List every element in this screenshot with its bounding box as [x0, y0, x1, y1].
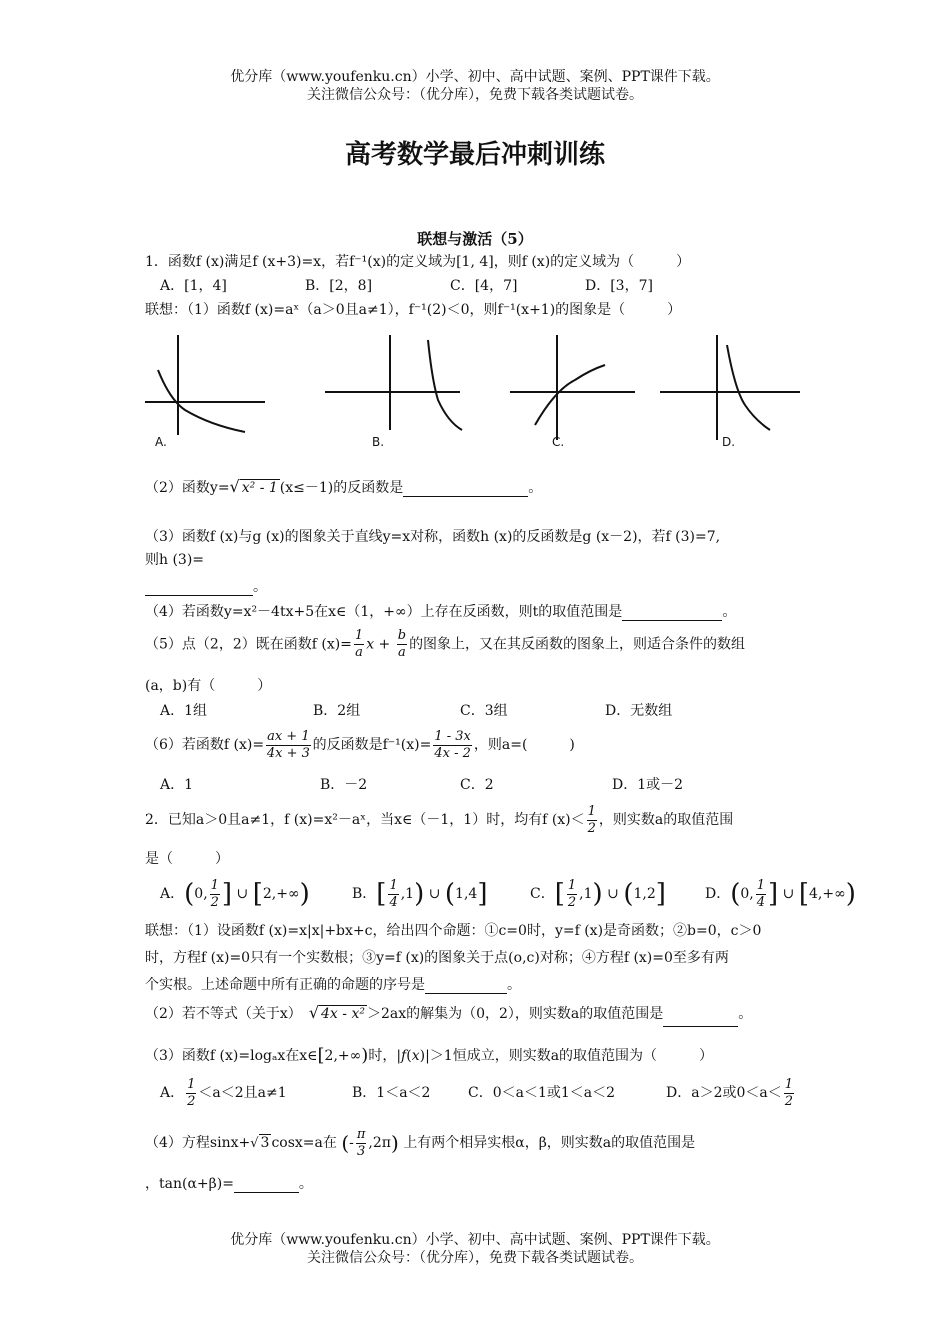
q2-association-4b: ，tan(α+β)= 。 — [145, 1176, 313, 1192]
q2-option-b: B．[ $\frac{1}{4}$ ,1) ∪ (1,4] — [352, 877, 488, 910]
q1-6-option-c: C．2 — [460, 777, 494, 793]
q2-option-c: C．[ $\frac{1}{2}$ ,1) ∪ (1,2] — [530, 877, 666, 910]
q1-association-3: （3）函数f (x)与g (x)的图象关于直线y=x对称，函数h (x)的反函数是g (x－2)，若f (3)=7, — [145, 529, 721, 545]
q1-option-a: A．[1，4] — [160, 278, 227, 294]
q1-association-3c: 。 — [145, 578, 267, 596]
q1-option-b: B．[2，8] — [305, 278, 373, 294]
q1-association-3b: 则h (3)= — [145, 552, 205, 568]
header-line-2: 关注微信公众号：（优分库），免费下载各类试题试卷。 — [307, 87, 643, 103]
graph-d-curve — [727, 345, 770, 430]
graph-a-label: A. — [155, 435, 167, 449]
fraction-ax-plus-1: $\frac{ax + 1}{4x + 3}$ — [266, 728, 310, 761]
root-4x-minus-x2: 4x - x² — [321, 1006, 365, 1022]
q1-association-1: 联想：（1）函数f (x)=aˣ（a＞0且a≠1），f⁻¹(2)＜0，则f⁻¹(x+1)的图象是（ ） — [145, 302, 682, 318]
fraction-1-minus-3x: $\frac{1 - 3x}{4x - 2}$ — [434, 728, 471, 761]
section-subtitle: 联想与激活（5） — [417, 230, 533, 248]
q1-6-option-a: A．1 — [160, 777, 194, 793]
answer-blank — [425, 993, 507, 994]
graph-d-label: D. — [722, 435, 736, 449]
q1-6-option-b: B．－2 — [320, 777, 368, 793]
header-line-1: 优分库（www.youfenku.cn）小学、初中、高中试题、案例、PPT课件下载。 — [230, 69, 720, 85]
q1-association-5: （5）点（2，2）既在函数f (x)= $\frac{1}{a}$ x + $\frac{b}{a}$ 的图象上，又在其反函数的图象上，则适合条件的数组 — [145, 628, 746, 660]
fraction-b-over-a: $\frac{b}{a}$ — [397, 628, 407, 660]
q2-3-option-d: D．a＞2或0＜a＜ $\frac{1}{2}$ — [666, 1076, 794, 1109]
answer-blank — [145, 595, 253, 596]
q1-5-option-b: B．2组 — [313, 703, 361, 719]
q1-association-4: （4）若函数y=x²－4tx+5在x∈（1，+∞）上存在反函数，则t的取值范围是 。 — [145, 604, 737, 620]
q2-3-option-a: A． $\frac{1}{2}$ ＜a＜2且a≠1 — [160, 1076, 287, 1109]
q2-option-a: A．(0, $\frac{1}{2}$ ] ∪ [2,+∞) — [160, 877, 310, 910]
fraction-1-over-a: $\frac{1}{a}$ — [354, 628, 364, 660]
answer-blank — [234, 1192, 299, 1193]
graph-c-curve — [535, 365, 605, 425]
footer-line-2: 关注微信公众号：（优分库），免费下载各类试题试卷。 — [307, 1250, 643, 1266]
graph-b-label: B. — [372, 435, 385, 449]
graph-c — [505, 330, 645, 460]
q1-5-option-d: D．无数组 — [605, 703, 673, 719]
answer-blank — [403, 496, 528, 497]
q2-association-4: （4）方程sinx+√ 3 cosx=a在 (- $\frac{\pi}{3}$ ,2π) 上有两个相异实根α，β，则实数a的取值范围是 — [145, 1126, 696, 1159]
root-x2-minus-1: x² - 1 — [241, 480, 278, 496]
fraction-one-half: $\frac{1}{2}$ — [587, 803, 596, 836]
footer-line-1: 优分库（www.youfenku.cn）小学、初中、高中试题、案例、PPT课件下载。 — [230, 1232, 720, 1248]
q1-5-option-c: C．3组 — [460, 703, 508, 719]
q1-5-option-a: A．1组 — [160, 703, 208, 719]
q1-option-c: C．[4，7] — [450, 278, 518, 294]
page-title: 高考数学最后冲刺训练 — [344, 140, 605, 170]
q2-stem: 2．已知a＞0且a≠1，f (x)=x²－aˣ，当x∈（－1，1）时，均有f (x)＜ $\frac{1}{2}$ ，则实数a的取值范围 — [145, 803, 734, 836]
q2-association-1c: 个实根。上述命题中所有正确的命题的序号是 。 — [145, 977, 521, 993]
graph-b — [320, 330, 470, 460]
graph-c-label: C. — [552, 435, 565, 449]
answer-blank — [622, 620, 722, 621]
q1-association-5b: (a，b)有（ ） — [145, 678, 272, 694]
q2-3-option-b: B．1＜a＜2 — [352, 1085, 431, 1101]
q2-association-1b: 时，方程f (x)=0只有一个实数根；③y=f (x)的图象关于点(o,c)对称；④方程f (x)=0至多有两 — [145, 950, 729, 966]
q1-6-option-d: D．1或－2 — [612, 777, 684, 793]
q2-stem-b: 是（ ） — [145, 851, 229, 867]
answer-blank — [663, 1026, 738, 1027]
q1-option-d: D．[3，7] — [585, 278, 653, 294]
q1-stem: 1．函数f (x)满足f (x+3)=x，若f⁻¹(x)的定义域为[1, 4]，则f (x)的定义域为（ ） — [145, 254, 691, 270]
q2-3-option-c: C．0＜a＜1或1＜a＜2 — [468, 1085, 616, 1101]
graph-b-curve — [428, 340, 462, 430]
q1-association-6: （6）若函数f (x)= $\frac{ax + 1}{4x + 3}$ 的反函数是f⁻¹(x)= $\frac{1 - 3x}{4x - 2}$ ，则a=( ) — [145, 728, 575, 761]
q2-option-d: D．(0, $\frac{1}{4}$ ] ∪ [4,+∞) — [705, 877, 856, 910]
q2-association-3: （3）函数f (x)=logₐx在x∈[2,+∞)时，|f(x)|＞1恒成立，则实数a的取值范围为（ ） — [145, 1045, 714, 1066]
q2-association-1: 联想：（1）设函数f (x)=x|x|+bx+c，给出四个命题：①c=0时，y=f (x)是奇函数；②b=0，c＞0 — [145, 923, 762, 939]
q1-association-2: （2）函数y=√ x² - 1 (x≤－1)的反函数是 。 — [145, 477, 543, 496]
q2-association-2: （2）若不等式（关于x） √ 4x - x² ＞2ax的解集为（0，2），则实数a的取值范围是 。 — [145, 1000, 752, 1027]
